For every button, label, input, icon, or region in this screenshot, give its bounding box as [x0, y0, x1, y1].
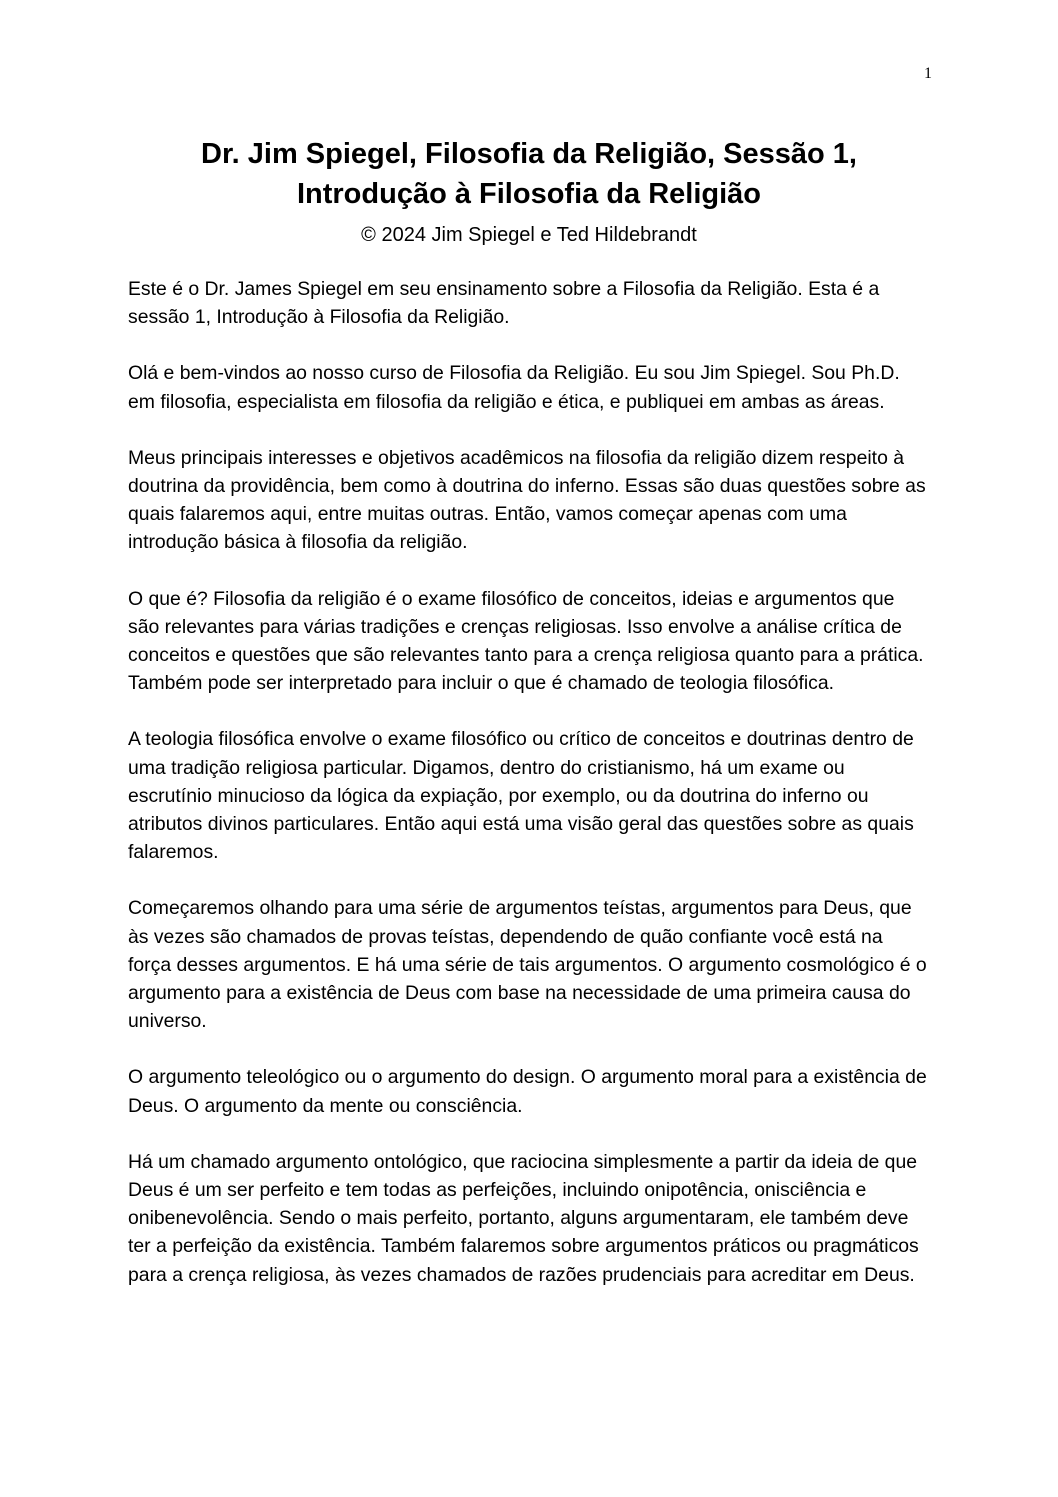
- page-number: 1: [924, 65, 932, 82]
- paragraph-philosophical-theology: A teologia filosófica envolve o exame filosófico ou crítico de conceitos e doutrinas dentro de uma tradição religiosa particular. Digamos, dentro do cristianismo, há um exame ou escrutínio minucioso da lógica da expiação, por exemplo, ou da doutrina do inferno ou atributos divinos particulares. Então aqui está uma visão geral das questões sobre as quais falaremos.: [128, 728, 914, 864]
- paragraph-definition: O que é? Filosofia da religião é o exame filosófico de conceitos, ideias e argumentos que são relevantes para várias tradições e crenças religiosas. Isso envolve a análise crítica de conceitos e questões que são relevantes tanto para a crença religiosa quanto para a prática. Também pode ser interpretado para incluir o que é chamado de teologia filosófica.: [128, 587, 924, 695]
- paragraph-intro: Este é o Dr. James Spiegel em seu ensinamento sobre a Filosofia da Religião. Esta é a sessão 1, Introdução à Filosofia da Religião.: [128, 278, 880, 329]
- title-line-1: Dr. Jim Spiegel, Filosofia da Religião, Sessão 1,: [201, 138, 857, 170]
- paragraph-welcome: Olá e bem-vindos ao nosso curso de Filosofia da Religião. Eu sou Jim Spiegel. Sou Ph.D. em filosofia, especialista em filosofia da religião e ética, e publiquei em ambas as áreas.: [128, 362, 900, 413]
- paragraph-theistic-arguments: Começaremos olhando para uma série de argumentos teístas, argumentos para Deus, que às vezes são chamados de provas teístas, dependendo de quão confiante você está na força desses argumentos. E há uma série de tais argumentos. O argumento cosmológico é o argumento para a existência de Deus com base na necessidade de uma primeira causa do universo.: [128, 897, 927, 1033]
- paragraph-ontological: Há um chamado argumento ontológico, que raciocina simplesmente a partir da ideia de que Deus é um ser perfeito e tem todas as perfeições, incluindo onipotência, onisciência e onibenevolência. Sendo o mais perfeito, portanto, alguns argumentaram, ele também deve ter a perfeição da existência. Também falaremos sobre argumentos práticos ou pragmáticos para a crença religiosa, às vezes chamados de razões prudenciais para acreditar em Deus.: [128, 1150, 919, 1286]
- paragraph-teleological: O argumento teleológico ou o argumento do design. O argumento moral para a existência de Deus. O argumento da mente ou consciência.: [128, 1066, 927, 1117]
- paragraph-interests: Meus principais interesses e objetivos acadêmicos na filosofia da religião dizem respeito à doutrina da providência, bem como à doutrina do inferno. Essas são duas questões sobre as quais falaremos aqui, entre muitas outras. Então, vamos começar apenas com uma introdução básica à filosofia da religião.: [128, 446, 926, 554]
- document-body: [128, 275, 928, 1317]
- title-line-2: Introdução à Filosofia da Religião: [296, 178, 762, 210]
- copyright-notice: © 2024 Jim Spiegel e Ted Hildebrandt: [361, 224, 697, 246]
- page-title: [130, 134, 928, 214]
